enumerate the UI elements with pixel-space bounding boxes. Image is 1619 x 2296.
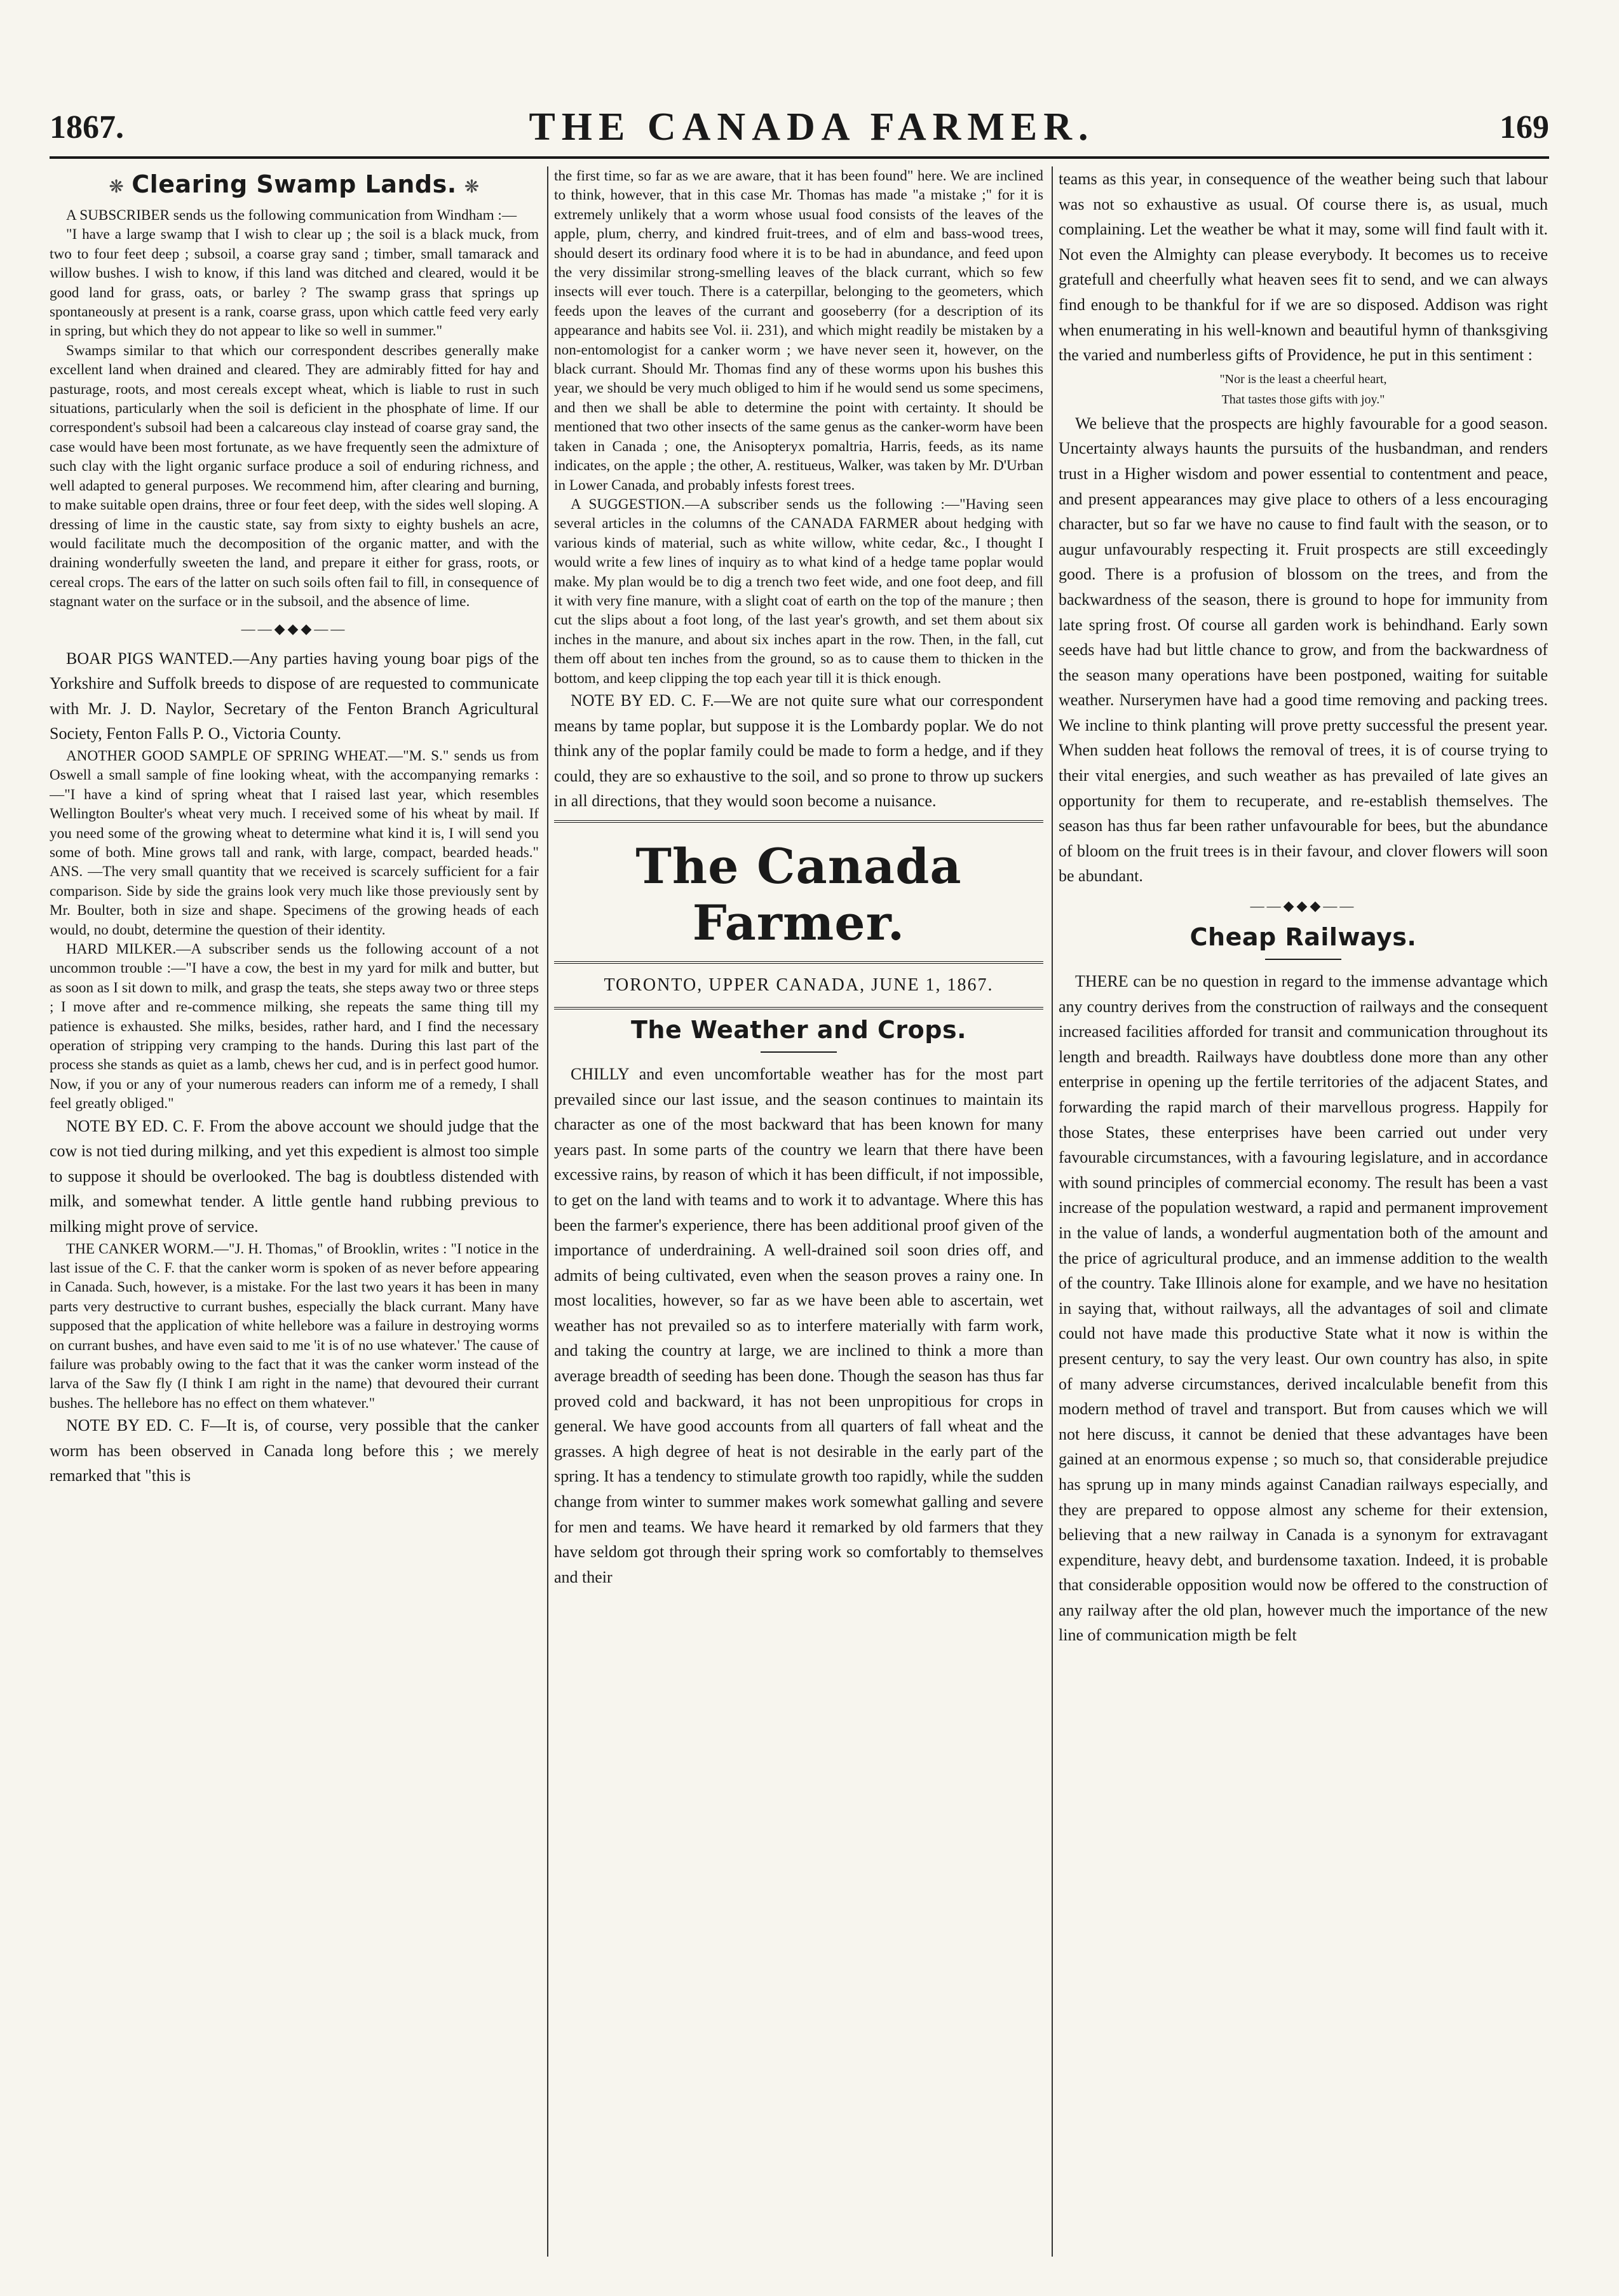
column-right [1059, 166, 1548, 2263]
column-left [50, 166, 539, 2263]
hard-milker-note: NOTE BY ED. C. F. From the above account we should judge that the cow is not tied during milking, and yet this expedient is almost too simple to suppose it should be overlooked. The bag is doubtless distended with milk, and somewhat tender. A little gentle hand rubbing previous to milking might prove of service. [50, 1116, 539, 1236]
canker-worm-continued: the first time, so far as we are aware, that it has been found" here. We are inclined to think, however, that in this case Mr. Thomas has made "a mistake ;" for it is extremely unlikely that a worm whose usual food consists of the leaves of the apple, plum, cherry, and kindred fruit-trees, and of elm and bass-wood trees, should desert its ordinary food where it is to be had in abundance, and feed upon the very dissimilar strong-smelling leaves of the black currant, which so few insects will ever touch. There is a caterpillar, belonging to the geometers, which feeds upon the leaves of the currant and gooseberry (for a description of its appearance and habits see Vol. ii. 231), and which might readily be mistaken by a non-entomologist for a canker worm ; we have never seen it, however, on the black currant. Should Mr. Thomas find any of these worms upon his bushes this year, we should be very much obliged to him if he would send us some specimens, and then we shall be able to determine the point with certainty. It should be mentioned that two other insects of the same genus as the canker-worm have been taken in Canada ; one, the Anisopteryx pomaltria, Harris, feeds, as its name indicates, on the apple ; the other, A. restitueus, Walker, was taken by Mr. D'Urban in Lower Canada, and probably infests forest trees. [554, 168, 1043, 494]
double-rule [554, 1007, 1043, 1010]
double-rule [554, 961, 1043, 964]
spring-wheat-item: ANOTHER GOOD SAMPLE OF SPRING WHEAT.—"M. S." sends us from Oswell a small sample of fine looking wheat, with the accompanying remarks :—"I have a kind of spring wheat that I raised last year, which resembles Wellington Boulter's wheat very much. I received some of his wheat by mail. If you need some of the growing wheat to determine what kind it is, I will send you some of both. Mine grows tall and rank, with large, compact, bearded heads." ANS. —The very small quantity that we received is scarcely sufficient for a fair comparison. Side by side the grains look very much like those previously sent by Mr. Boulter, both in size and shape. Specimens of the growing heads of each would, no doubt, determine the question of their identity. [50, 747, 539, 938]
double-rule [554, 820, 1043, 823]
short-rule [761, 1051, 837, 1053]
ornament-icon: ❋ [109, 176, 125, 197]
short-rule [1265, 959, 1341, 960]
ornament-icon: ❋ [464, 176, 480, 197]
canker-worm-item: THE CANKER WORM.—"J. H. Thomas," of Brooklin, writes : "I notice in the last issue of the C. F. that the canker worm is spoken of as never before appearing in Canada. Such, however, is a mistake. For the last two years it has been in many parts very destructive to currant bushes, especially the black currant. Many have supposed that the application of white hellebore was a failure in destroying worms on currant bushes, and have even said to me 'it is of no use whatever.' The cause of failure was probably owing to the fact that it was the canker worm instead of the larva of the Saw fly (I think I am right in the name) that devoured their currant bushes. The hellebore has no effect on them whatever." [50, 1240, 539, 1412]
swamp-intro: A SUBSCRIBER sends us the following communication from Windham :— [66, 207, 517, 224]
swamp-reply: Swamps similar to that which our correspondent describes generally make excellent land when drained and cleared. They are admirably fitted for hay and pasturage, roots, and most cereals except wheat, which is liable to rust in such situations, particularly when the soil is deficient in the phosphate of lime. If our correspondent's subsoil had been a calcareous clay instead of coarse gray sand, the case would have been most fortunate, as we have frequently seen the admixture of such clay with the light organic surface produce a soil of enduring richness, and well adapted to general purposes. We recommend him, after clearing and burning, to make suitable open drains, three or four feet deep, with the sides well sloping. A dressing of lime in the caustic state, say from sixty to eighty bushels an acre, would facilitate much the decomposition of the organic matter, and with the draining wonderfully sweeten the land, and prepare it either for grass, roots, or cereal crops. The ears of the latter on such soils often fail to fill, in consequence of stagnant water on the surface or in the subsoil, and the absence of lime. [50, 342, 539, 611]
dateline: TORONTO, UPPER CANADA, JUNE 1, 1867. [604, 975, 994, 995]
railways-paragraph: THERE can be no question in regard to the immense advantage which any country derives from the construction of railways and the consequent increased facilities afforded for transit and communication throughout its length and breadth. Railways have doubtless done more than any other enterprise in opening up the fertile territories of the adjacent States, and forwarding the rapid march of their marvellous progress. Happily for those States, these enterprises have been carried out under very favourable circumstances, with a favouring legislature, and in accordance with sound principles of commercial economy. The result has been a vast increase of the population westward, a rapid and permanent improvement in the value of lands, a wonderful augmentation both of the amount and the price of agricultural produce, and an immense addition to the wealth of the country. Take Illinois alone for example, and we have no hesitation in saying that, without railways, all the advantages of soil and climate could not have made this productive State what it now is within the present century, to say the very least. Our own country has also, in spite of many adverse circumstances, derived incalculable benefit from this modern method of travel and transport. But from causes which we will not here discuss, it cannot be denied that these advantages have been gained at an enormous expense ; so much so, that considerable prejudice has sprung up in many minds against Canadian railways especially, and they are prepared to oppose almost any scheme for their extension, believing that a new railway in Canada is a synonym for extravagant expenditure, heavy debt, and burdensome taxation. Indeed, it is probable that considerable opposition would now be offered to the construction of any railway after the old plan, however much the importance of the new line of communication migth be felt [1059, 972, 1548, 1645]
weather-continued: teams as this year, in consequence of the weather being such that labour was not so exhaustive as usual. Of course there is, as usual, much complaining. Let the weather be what it may, some will find fault with it. Not even the Almighty can please everybody. It becomes us to receive gratefull and cheerfully what heaven sees fit to send, and we can always find enough to be thankful for if we are so disposed. Addison was right when enumerating in his well-known and beautiful hymn of thanksgiving the varied and numberless gifts of Providence, he put in this sentiment : [1059, 170, 1548, 365]
ornament-divider: ——◆◆◆—— [1250, 898, 1357, 914]
header-title: THE CANADA FARMER. [529, 105, 1095, 149]
weather-paragraph: CHILLY and even uncomfortable weather has for the most part prevailed since our last issue, and the season continues to maintain its character as one of the most backward that has been known for many years past. In some parts of the country we learn that there have been excessive rains, by reason of which it has been difficult, if not impossible, to get on the land with teams and to work it to advantage. Where this has been the farmer's experience, there has been additional proof given of the importance of underdraining. A well-drained soil soon dries off, and admits of being cultivated, even when the season proves a rainy one. In most localities, however, so far as we have been able to ascertain, wet weather has not prevailed so as to interfere materially with farm work, and taking the country at large, we are inclined to think a more than average breadth of seeding has been done. Though the season has thus far proved cold and backward, it has not been unpropitious for crops in general. We have good accounts from all quarters of fall wheat and the grasses. A high degree of heat is not desirable in the early part of the spring. It has a tendency to stimulate growth too rapidly, while the sudden change from winter to summer makes work somewhat galling and severe for men and teams. We have heard it remarked by old farmers that they have seldom got through their spring work so comfortably to themselves and their [554, 1064, 1043, 1586]
boar-pigs-notice: BOAR PIGS WANTED.—Any parties having young boar pigs of the Yorkshire and Suffolk breeds to dispose of are requested to communicate with Mr. J. D. Naylor, Secretary of the Fenton Branch Agricultural Society, Fenton Falls P. O., Victoria County. [50, 649, 539, 743]
ornament-divider: ——◆◆◆—— [241, 620, 348, 637]
weather-prospects: We believe that the prospects are highly favourable for a good season. Uncertainty always haunts the pursuits of the husbandman, and renders trust in a Higher wisdom and power essential to contentment and peace, and present appearances may give place to others of a less encouraging character, but so far we have no cause to find fault with the season, or to augur unfavourably respecting it. Fruit prospects are still exceedingly good. There is a profusion of blossom on the trees, and from the backwardness of the season, there is ground to hope for immunity from late spring frost. Of course all garden work is behindhand. Early sown seeds have had but little chance to grow, and from the backwardness of the season many operations have been postponed, waiting for suitable weather. Nurserymen have had a good time removing and packing trees. We incline to think planting will prove pretty successful the present year. When sudden heat follows the removal of trees, it is of course trying to their vital energies, and such weather as has prevailed of late gives an opportunity for them to recuperate, and re-establish themselves. The season has thus far been rather unfavourable for bees, but the abundance of bloom on the fruit trees is in their favour, and clover flowers will soon be abundant. [1059, 414, 1548, 886]
canker-worm-note: NOTE BY ED. C. F—It is, of course, very possible that the canker worm has been observed in Canada long before this ; we merely remarked that "this is [50, 1416, 539, 1485]
header-page-number: 169 [1500, 109, 1549, 145]
swamp-article-title: ❋ Clearing Swamp Lands. ❋ [109, 170, 480, 198]
page-header [50, 102, 1549, 152]
verse-line: "Nor is the least a cheerful heart, [1219, 372, 1387, 386]
column-middle [554, 166, 1043, 2263]
column-divider [547, 166, 548, 2257]
hard-milker-item: HARD MILKER.—A subscriber sends us the following account of a not uncommon trouble :—"I have a cow, the best in my yard for milk and butter, but as soon as I sit down to milk, and grasp the teats, she steps away two or three steps ; I move after and re-commence milking, she repeats the same thing till my patience is exhausted. She milks, besides, rather hard, and I find the necessary operation of stripping very cramping to the hands. During this last part of the process she stands as quiet as a lamb, chews her cud, and is in perfect good humor. Now, if you or any of your numerous readers can inform me of a remedy, I shall feel greatly obliged." [50, 940, 539, 1112]
hedging-suggestion: A SUGGESTION.—A subscriber sends us the following :—"Having seen several articles in the columns of the CANADA FARMER about hedging with various kinds of material, such as white willow, white cedar, &c., I thought I would write a few lines of inquiry as to what kind of a hedge tame poplar would make. My plan would be to dig a trench two feet wide, and one foot deep, and fill it with very fine manure, with a slight coat of earth on the top of the manure ; then cut the slips about a foot long, of the last year's growth, and set them about six inches in the manure, and about six inches apart in the row. Then, in the fall, cut them off about ten inches from the ground, so as to cause them to thicken in the bottom, and keep clipping the top each year till it is thick enough. [554, 496, 1043, 687]
header-year: 1867. [50, 109, 124, 145]
swamp-letter: "I have a large swamp that I wish to clear up ; the soil is a black muck, from two to four feet deep ; subsoil, a coarse gray sand ; timber, small tamarack and willow bushes. I wish to know, if this land was ditched and cleared, would it be good land for grass, oats, or barley ? The swamp grass that springs up spontaneously at present is a rank, coarse grass, upon which cattle feed very early in spring, but which they do not appear to like so well in summer." [50, 226, 539, 340]
railways-article-title: Cheap Railways. [1189, 923, 1417, 952]
verse-line: That tastes those gifts with joy." [1221, 392, 1385, 407]
weather-article-title: The Weather and Crops. [630, 1015, 967, 1044]
masthead-title: The Canada Farmer. [635, 837, 962, 951]
header-rule [50, 156, 1549, 159]
hedging-note: NOTE BY ED. C. F.—We are not quite sure what our correspondent means by tame poplar, but suppose it is the Lombardy poplar. We do not think any of the poplar family could be made to form a hedge, and if they could, they are so exhaustive to the soil, and so prone to throw up suckers in all directions, that they would soon become a nuisance. [554, 691, 1043, 811]
column-divider [1052, 166, 1053, 2257]
